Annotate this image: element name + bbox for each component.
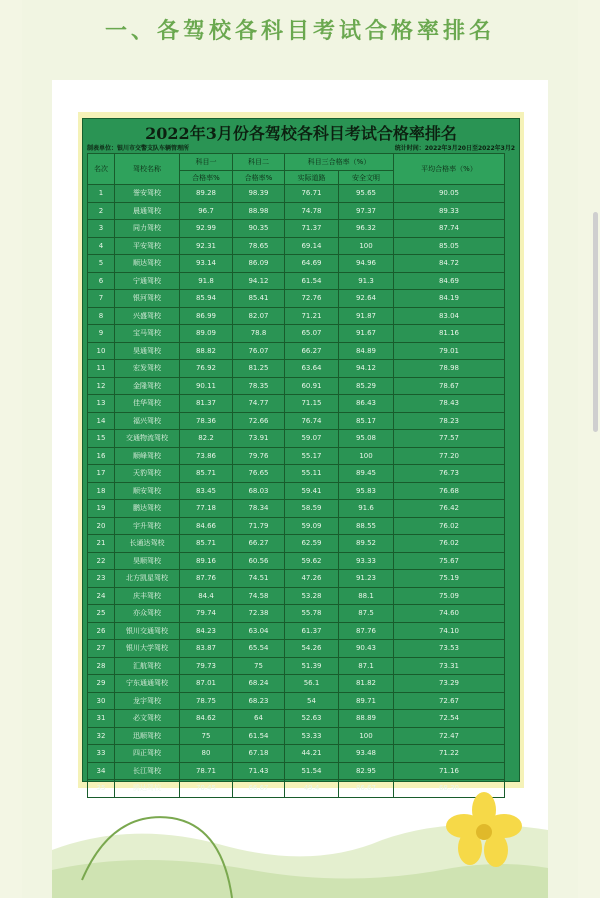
cell-s2: 98.39 — [233, 185, 285, 203]
cell-s1: 92.99 — [180, 220, 233, 238]
cell-s3-safety: 88.55 — [339, 517, 394, 535]
cell-s3-road: 63.64 — [285, 360, 339, 378]
cell-s1: 83.45 — [180, 482, 233, 500]
cell-s1: 87.76 — [180, 570, 233, 588]
col-s2-top: 科目二 — [233, 154, 285, 171]
cell-avg: 73.31 — [394, 657, 505, 675]
cell-s3-road: 65.07 — [285, 325, 339, 343]
col-s1-top: 科目一 — [180, 154, 233, 171]
cell-avg: 68.30 — [394, 780, 505, 798]
cell-avg: 76.73 — [394, 465, 505, 483]
cell-school: 银河驾校 — [115, 290, 180, 308]
cell-s3-road: 59.07 — [285, 430, 339, 448]
cell-avg: 76.02 — [394, 535, 505, 553]
cell-s2: 72.38 — [233, 605, 285, 623]
cell-rank: 5 — [88, 255, 115, 273]
cell-s3-safety: 92.64 — [339, 290, 394, 308]
cell-rank: 21 — [88, 535, 115, 553]
cell-s3-safety: 91.23 — [339, 570, 394, 588]
cell-school: 顺达驾校 — [115, 255, 180, 273]
cell-school: 长通达驾校 — [115, 535, 180, 553]
cell-school: 银川大学驾校 — [115, 640, 180, 658]
cell-s3-road: 53.28 — [285, 587, 339, 605]
table-row — [88, 377, 505, 395]
cell-avg: 73.29 — [394, 675, 505, 693]
sheet-unit: 制表单位：银川市交警支队车辆管理所 — [87, 145, 190, 152]
cell-s2: 76.65 — [233, 465, 285, 483]
cell-s3-safety: 94.12 — [339, 360, 394, 378]
cell-school: 银川交通驾校 — [115, 622, 180, 640]
cell-rank: 18 — [88, 482, 115, 500]
cell-s3-road: 55.11 — [285, 465, 339, 483]
col-avg: 平均合格率（%） — [394, 154, 505, 185]
table-row — [88, 692, 505, 710]
cell-s1: 76.92 — [180, 360, 233, 378]
cell-s3-safety: 100 — [339, 727, 394, 745]
cell-s3-road: 52.63 — [285, 710, 339, 728]
cell-s3-safety: 91.6 — [339, 500, 394, 518]
cell-s2: 86.09 — [233, 255, 285, 273]
cell-s3-road: 53.33 — [285, 727, 339, 745]
cell-rank: 20 — [88, 517, 115, 535]
sheet-period: 统计时间：2022年3月20日至2022年3月2 — [394, 145, 515, 152]
cell-s2: 66.67 — [233, 780, 285, 798]
cell-avg: 83.04 — [394, 307, 505, 325]
col-rank: 名次 — [88, 154, 115, 185]
cell-school: 福兴驾校 — [115, 412, 180, 430]
cell-s1: 73.86 — [180, 447, 233, 465]
cell-s3-safety: 89.71 — [339, 692, 394, 710]
cell-s3-road: 47.26 — [285, 570, 339, 588]
cell-s3-road: 74.78 — [285, 202, 339, 220]
cell-school: 平安驾校 — [115, 237, 180, 255]
table-row — [88, 727, 505, 745]
cell-avg: 77.57 — [394, 430, 505, 448]
cell-s3-safety: 100 — [339, 237, 394, 255]
cell-s3-safety: 86.43 — [339, 395, 394, 413]
cell-s3-safety: 87.76 — [339, 622, 394, 640]
cell-s3-safety: 93.33 — [339, 552, 394, 570]
cell-s3-safety: 94.96 — [339, 255, 394, 273]
table-row — [88, 657, 505, 675]
cell-s1: 85.71 — [180, 535, 233, 553]
cell-s3-safety: 85.17 — [339, 412, 394, 430]
cell-school: 同力驾校 — [115, 220, 180, 238]
cell-avg: 84.69 — [394, 272, 505, 290]
cell-s1: 70.45 — [180, 780, 233, 798]
cell-s1: 85.71 — [180, 465, 233, 483]
cell-s3-safety: 95.83 — [339, 482, 394, 500]
cell-s3-safety: 97.37 — [339, 202, 394, 220]
cell-school: 誉安驾校 — [115, 185, 180, 203]
cell-s2: 82.07 — [233, 307, 285, 325]
cell-s3-road: 64.69 — [285, 255, 339, 273]
cell-s2: 78.34 — [233, 500, 285, 518]
table-body — [88, 185, 505, 798]
table-row — [88, 640, 505, 658]
cell-s3-safety: 93.48 — [339, 745, 394, 763]
cell-s2: 94.12 — [233, 272, 285, 290]
cell-rank: 33 — [88, 745, 115, 763]
table-row — [88, 325, 505, 343]
cell-avg: 81.16 — [394, 325, 505, 343]
cell-s3-road: 54 — [285, 692, 339, 710]
cell-s3-road: 69.14 — [285, 237, 339, 255]
cell-avg: 71.22 — [394, 745, 505, 763]
cell-s2: 68.24 — [233, 675, 285, 693]
cell-s2: 79.76 — [233, 447, 285, 465]
cell-rank: 2 — [88, 202, 115, 220]
cell-s2: 61.54 — [233, 727, 285, 745]
cell-s1: 89.28 — [180, 185, 233, 203]
cell-s2: 71.43 — [233, 762, 285, 780]
cell-s3-safety: 96.32 — [339, 220, 394, 238]
table-row — [88, 482, 505, 500]
cell-school: 昊顺驾校 — [115, 552, 180, 570]
cell-avg: 85.05 — [394, 237, 505, 255]
cell-avg: 78.23 — [394, 412, 505, 430]
cell-rank: 16 — [88, 447, 115, 465]
cell-rank: 19 — [88, 500, 115, 518]
cell-s3-road: 54.26 — [285, 640, 339, 658]
cell-s1: 88.82 — [180, 342, 233, 360]
cell-s3-safety: 81.82 — [339, 675, 394, 693]
footer-decoration — [52, 790, 548, 898]
col-s3-group: 科目三合格率（%） — [285, 154, 394, 171]
cell-school: 迅顺驾校 — [115, 727, 180, 745]
table-row — [88, 255, 505, 273]
table-row — [88, 587, 505, 605]
table-row — [88, 412, 505, 430]
cell-avg: 72.67 — [394, 692, 505, 710]
cell-s2: 85.41 — [233, 290, 285, 308]
cell-s1: 91.8 — [180, 272, 233, 290]
cell-s3-safety: 90.43 — [339, 640, 394, 658]
cell-s3-safety: 84.89 — [339, 342, 394, 360]
cell-s3-safety: 91.87 — [339, 307, 394, 325]
cell-school: 必文驾校 — [115, 710, 180, 728]
table-row — [88, 447, 505, 465]
cell-s3-safety: 91.67 — [339, 325, 394, 343]
cell-avg: 78.98 — [394, 360, 505, 378]
cell-avg: 77.20 — [394, 447, 505, 465]
cell-s3-road: 66.27 — [285, 342, 339, 360]
table-row — [88, 605, 505, 623]
cell-rank: 28 — [88, 657, 115, 675]
cell-rank: 17 — [88, 465, 115, 483]
cell-s3-safety: 86.67 — [339, 780, 394, 798]
cell-rank: 23 — [88, 570, 115, 588]
cell-s1: 78.71 — [180, 762, 233, 780]
table-row — [88, 570, 505, 588]
cell-rank: 26 — [88, 622, 115, 640]
cell-s3-safety: 100 — [339, 447, 394, 465]
scrollbar[interactable] — [593, 212, 598, 432]
cell-s2: 60.56 — [233, 552, 285, 570]
table-row — [88, 622, 505, 640]
cell-s3-road: 51.54 — [285, 762, 339, 780]
cell-s2: 74.58 — [233, 587, 285, 605]
cell-rank: 35 — [88, 780, 115, 798]
cell-avg: 76.42 — [394, 500, 505, 518]
cell-school: 龙宇驾校 — [115, 692, 180, 710]
cell-s3-safety: 95.08 — [339, 430, 394, 448]
table-row — [88, 517, 505, 535]
cell-s2: 63.04 — [233, 622, 285, 640]
cell-avg: 72.54 — [394, 710, 505, 728]
cell-rank: 12 — [88, 377, 115, 395]
cell-s1: 90.11 — [180, 377, 233, 395]
cell-avg: 71.16 — [394, 762, 505, 780]
cell-avg: 90.05 — [394, 185, 505, 203]
cell-avg: 75.19 — [394, 570, 505, 588]
cell-school: 汇航驾校 — [115, 657, 180, 675]
cell-s1: 85.94 — [180, 290, 233, 308]
cell-rank: 31 — [88, 710, 115, 728]
sheet-title: 2022年3月份各驾校各科目考试合格率排名 — [145, 124, 457, 143]
cell-s3-road: 71.21 — [285, 307, 339, 325]
cell-s2: 78.65 — [233, 237, 285, 255]
cell-s2: 81.25 — [233, 360, 285, 378]
cell-s1: 96.7 — [180, 202, 233, 220]
cell-rank: 24 — [88, 587, 115, 605]
cell-rank: 25 — [88, 605, 115, 623]
cell-school: 宁通驾校 — [115, 272, 180, 290]
table-row — [88, 535, 505, 553]
cell-s3-safety: 82.95 — [339, 762, 394, 780]
cell-rank: 32 — [88, 727, 115, 745]
cell-school: 庆丰驾校 — [115, 587, 180, 605]
cell-school: 交通物流驾校 — [115, 430, 180, 448]
cell-s2: 78.35 — [233, 377, 285, 395]
cell-rank: 6 — [88, 272, 115, 290]
cell-s1: 78.75 — [180, 692, 233, 710]
cell-s2: 78.8 — [233, 325, 285, 343]
cell-rank: 14 — [88, 412, 115, 430]
cell-s1: 81.37 — [180, 395, 233, 413]
cell-s3-road: 62.59 — [285, 535, 339, 553]
cell-school: 晨通驾校 — [115, 202, 180, 220]
cell-s1: 89.09 — [180, 325, 233, 343]
table-row — [88, 202, 505, 220]
cell-s3-road: 59.41 — [285, 482, 339, 500]
cell-s3-road: 61.37 — [285, 622, 339, 640]
cell-s3-safety: 89.45 — [339, 465, 394, 483]
cell-s2: 65.54 — [233, 640, 285, 658]
cell-s2: 74.77 — [233, 395, 285, 413]
cell-s1: 75 — [180, 727, 233, 745]
col-school: 驾校名称 — [115, 154, 180, 185]
cell-rank: 13 — [88, 395, 115, 413]
cell-s3-safety: 95.65 — [339, 185, 394, 203]
cell-s2: 88.98 — [233, 202, 285, 220]
cell-school: 宝马驾校 — [115, 325, 180, 343]
cell-s1: 87.01 — [180, 675, 233, 693]
cell-s3-road: 71.15 — [285, 395, 339, 413]
cell-s1: 92.31 — [180, 237, 233, 255]
table-row — [88, 220, 505, 238]
cell-avg: 79.01 — [394, 342, 505, 360]
cell-s3-road: 76.74 — [285, 412, 339, 430]
table-row — [88, 762, 505, 780]
cell-rank: 30 — [88, 692, 115, 710]
table-row — [88, 395, 505, 413]
cell-avg: 75.09 — [394, 587, 505, 605]
cell-s3-road: 61.54 — [285, 272, 339, 290]
cell-rank: 34 — [88, 762, 115, 780]
cell-rank: 1 — [88, 185, 115, 203]
cell-s3-road: 71.37 — [285, 220, 339, 238]
table-row — [88, 237, 505, 255]
cell-s1: 78.36 — [180, 412, 233, 430]
cell-s3-road: 76.71 — [285, 185, 339, 203]
cell-avg: 78.67 — [394, 377, 505, 395]
cell-s1: 84.23 — [180, 622, 233, 640]
cell-s3-road: 44.21 — [285, 745, 339, 763]
table-row — [88, 307, 505, 325]
cell-s1: 84.4 — [180, 587, 233, 605]
cell-s1: 89.16 — [180, 552, 233, 570]
cell-school: 天豹驾校 — [115, 465, 180, 483]
cell-rank: 22 — [88, 552, 115, 570]
cell-school: 亦众驾校 — [115, 605, 180, 623]
col-s3-safety: 安全文明 — [339, 171, 394, 185]
table-row — [88, 675, 505, 693]
cell-s1: 79.74 — [180, 605, 233, 623]
table-row — [88, 185, 505, 203]
cell-school: 长江驾校 — [115, 762, 180, 780]
cell-avg: 73.53 — [394, 640, 505, 658]
cell-s3-safety: 88.89 — [339, 710, 394, 728]
cell-s2: 90.35 — [233, 220, 285, 238]
cell-school: 宏发驾校 — [115, 360, 180, 378]
cell-avg: 72.47 — [394, 727, 505, 745]
cell-s3-safety: 87.5 — [339, 605, 394, 623]
cell-avg: 84.72 — [394, 255, 505, 273]
section-heading: 一、各驾校各科目考试合格率排名 — [104, 19, 495, 44]
cell-school: 金隆驾校 — [115, 377, 180, 395]
cell-avg: 87.74 — [394, 220, 505, 238]
cell-s2: 74.51 — [233, 570, 285, 588]
cell-s3-road: 55.78 — [285, 605, 339, 623]
table-row — [88, 710, 505, 728]
col-s2-bottom: 合格率% — [233, 171, 285, 185]
cell-school: 北方凯星驾校 — [115, 570, 180, 588]
cell-s1: 79.73 — [180, 657, 233, 675]
cell-s3-safety: 85.29 — [339, 377, 394, 395]
cell-s3-road: 59.09 — [285, 517, 339, 535]
cell-s3-safety: 88.1 — [339, 587, 394, 605]
cell-s3-road: 72.76 — [285, 290, 339, 308]
ranking-table — [87, 153, 505, 798]
cell-rank: 10 — [88, 342, 115, 360]
cell-avg: 84.19 — [394, 290, 505, 308]
cell-avg: 76.68 — [394, 482, 505, 500]
cell-s3-safety: 89.52 — [339, 535, 394, 553]
cell-s3-road: 60.91 — [285, 377, 339, 395]
cell-s3-safety: 91.3 — [339, 272, 394, 290]
cell-rank: 9 — [88, 325, 115, 343]
cell-s3-road: 58.59 — [285, 500, 339, 518]
cell-school: 佳华驾校 — [115, 395, 180, 413]
cell-s2: 68.23 — [233, 692, 285, 710]
cell-s2: 76.07 — [233, 342, 285, 360]
cell-rank: 4 — [88, 237, 115, 255]
table-row — [88, 272, 505, 290]
cell-rank: 29 — [88, 675, 115, 693]
cell-s2: 72.66 — [233, 412, 285, 430]
cell-avg: 89.33 — [394, 202, 505, 220]
col-s3-road: 实际道路 — [285, 171, 339, 185]
cell-avg: 75.67 — [394, 552, 505, 570]
cell-school: 鹏达驾校 — [115, 500, 180, 518]
cell-s1: 80 — [180, 745, 233, 763]
cell-s3-road: 59.62 — [285, 552, 339, 570]
cell-school: 宁东通通驾校 — [115, 675, 180, 693]
cell-s1: 86.99 — [180, 307, 233, 325]
table-row — [88, 430, 505, 448]
cell-avg: 74.60 — [394, 605, 505, 623]
cell-s2: 66.27 — [233, 535, 285, 553]
cell-school: 四正驾校 — [115, 745, 180, 763]
cell-s2: 68.03 — [233, 482, 285, 500]
cell-rank: 15 — [88, 430, 115, 448]
table-row — [88, 465, 505, 483]
cell-s1: 84.62 — [180, 710, 233, 728]
cell-school: 昊通驾校 — [115, 342, 180, 360]
cell-avg: 74.10 — [394, 622, 505, 640]
cell-school: 顺峰驾校 — [115, 447, 180, 465]
cell-rank: 11 — [88, 360, 115, 378]
cell-school: 兴盛驾校 — [115, 307, 180, 325]
table-row — [88, 360, 505, 378]
cell-rank: 3 — [88, 220, 115, 238]
cell-s3-road: 55.17 — [285, 447, 339, 465]
cell-s2: 75 — [233, 657, 285, 675]
cell-s3-road: 49.4 — [285, 780, 339, 798]
cell-rank: 7 — [88, 290, 115, 308]
cell-rank: 27 — [88, 640, 115, 658]
cell-s1: 84.66 — [180, 517, 233, 535]
cell-s1: 83.87 — [180, 640, 233, 658]
cell-s2: 64 — [233, 710, 285, 728]
cell-avg: 76.02 — [394, 517, 505, 535]
cell-s3-safety: 87.1 — [339, 657, 394, 675]
ranking-sheet[interactable] — [82, 118, 520, 793]
cell-s1: 93.14 — [180, 255, 233, 273]
table-row — [88, 500, 505, 518]
col-s1-bottom: 合格率% — [180, 171, 233, 185]
cell-s1: 82.2 — [180, 430, 233, 448]
cell-school: 顺安驾校 — [115, 482, 180, 500]
cell-s2: 67.18 — [233, 745, 285, 763]
cell-avg: 78.43 — [394, 395, 505, 413]
cell-s3-road: 51.39 — [285, 657, 339, 675]
cell-rank: 8 — [88, 307, 115, 325]
cell-s3-road: 56.1 — [285, 675, 339, 693]
cell-s2: 71.79 — [233, 517, 285, 535]
table-row — [88, 342, 505, 360]
cell-s1: 77.18 — [180, 500, 233, 518]
table-row — [88, 745, 505, 763]
cell-s2: 73.91 — [233, 430, 285, 448]
table-row — [88, 290, 505, 308]
cell-school: 宇升驾校 — [115, 517, 180, 535]
cell-school: 腾达驾校 — [115, 780, 180, 798]
table-row — [88, 552, 505, 570]
